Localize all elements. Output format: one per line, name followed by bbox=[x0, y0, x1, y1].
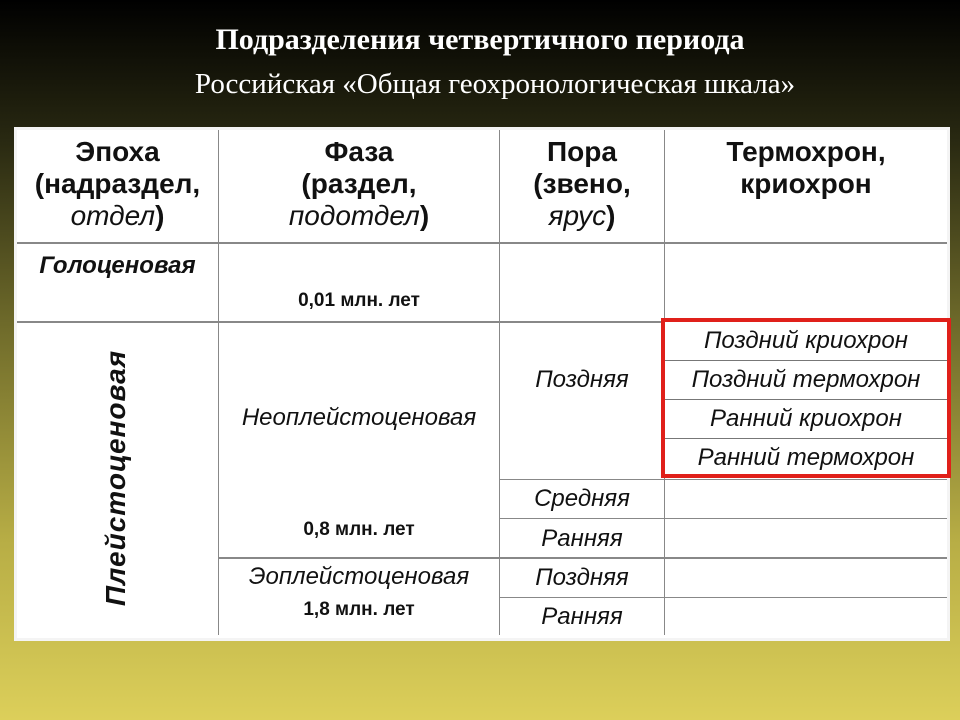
header-thermo-line2: криохрон bbox=[740, 168, 872, 200]
eo-early: Ранняя bbox=[541, 603, 623, 630]
eopleistocene-age: 1,8 млн. лет bbox=[303, 599, 415, 620]
header-epoch-main: Эпоха bbox=[75, 136, 160, 167]
header-phase-line2: (раздел, bbox=[301, 168, 417, 200]
grid-line bbox=[17, 242, 947, 244]
header-phase-italic: подотдел bbox=[288, 200, 420, 232]
slide-subtitle: Российская «Общая геохронологическая шкала» bbox=[194, 68, 796, 100]
eo-late: Поздняя bbox=[535, 564, 629, 591]
header-thermochron bbox=[665, 136, 947, 200]
grid-line bbox=[499, 597, 947, 598]
neo-late: Поздняя bbox=[535, 366, 629, 393]
thermochron-highlight-box bbox=[661, 318, 951, 478]
header-thermo-line1: Термохрон, bbox=[726, 136, 886, 167]
header-phase bbox=[219, 136, 499, 233]
grid-line bbox=[499, 518, 947, 519]
thermochron-late-cryochron: Поздний криохрон bbox=[665, 322, 947, 361]
header-phase-main: Фаза bbox=[324, 136, 394, 167]
eopleistocene-phase: Эоплейстоценовая bbox=[248, 563, 470, 590]
grid-line bbox=[218, 557, 947, 559]
header-epoch-italic: отдел bbox=[70, 200, 156, 232]
header-phase-close: ) bbox=[419, 200, 430, 232]
header-epoch-line2: (надраздел, bbox=[34, 168, 201, 200]
holocene-epoch: Голоценовая bbox=[39, 252, 196, 279]
header-pora-main: Пора bbox=[547, 136, 617, 167]
neopleistocene-age: 0,8 млн. лет bbox=[303, 519, 415, 540]
header-pora-close: ) bbox=[606, 200, 616, 232]
header-pora-line2: (звено, bbox=[533, 168, 631, 200]
thermochron-early-cryochron: Ранний криохрон bbox=[665, 400, 947, 439]
grid-line bbox=[499, 479, 947, 480]
neo-early: Ранняя bbox=[541, 525, 623, 552]
header-epoch bbox=[17, 136, 218, 233]
neopleistocene-phase: Неоплейстоценовая bbox=[241, 404, 477, 431]
header-pora bbox=[500, 136, 664, 233]
header-epoch-close: ) bbox=[155, 200, 165, 232]
neo-middle: Средняя bbox=[534, 485, 630, 512]
thermochron-late-thermochron: Поздний термохрон bbox=[665, 361, 947, 400]
slide-title: Подразделения четвертичного периода bbox=[215, 23, 745, 56]
pleistocene-epoch: Плейстоценовая bbox=[100, 349, 131, 607]
holocene-age: 0,01 млн. лет bbox=[298, 290, 420, 311]
header-pora-italic: ярус bbox=[548, 200, 607, 232]
thermochron-early-thermochron: Ранний термохрон bbox=[697, 444, 915, 471]
